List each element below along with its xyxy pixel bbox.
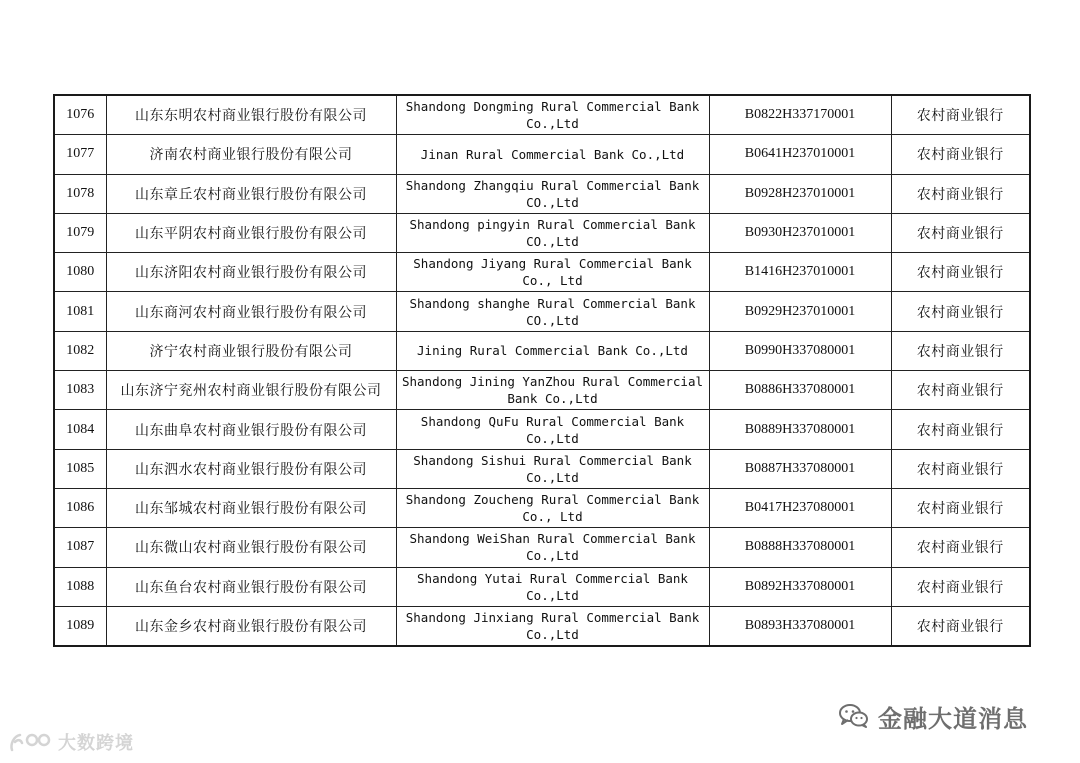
english-name-cell: Shandong Yutai Rural Commercial Bank Co.,Ltd: [396, 567, 709, 606]
institution-type-cell: 农村商业银行: [891, 449, 1030, 488]
row-number-cell: 1085: [54, 449, 106, 488]
row-number-cell: 1081: [54, 292, 106, 331]
institution-code-cell: B0641H237010001: [709, 135, 891, 174]
row-number-cell: 1080: [54, 253, 106, 292]
chinese-name-cell: 济南农村商业银行股份有限公司: [106, 135, 396, 174]
chinese-name-cell: 山东鱼台农村商业银行股份有限公司: [106, 567, 396, 606]
english-name-cell: Shandong Jining YanZhou Rural Commercial Bank Co.,Ltd: [396, 371, 709, 410]
institution-type-cell: 农村商业银行: [891, 488, 1030, 527]
row-number-cell: 1079: [54, 213, 106, 252]
row-number-cell: 1077: [54, 135, 106, 174]
institution-type-cell: 农村商业银行: [891, 253, 1030, 292]
chinese-name-cell: 济宁农村商业银行股份有限公司: [106, 331, 396, 370]
chinese-name-cell: 山东平阴农村商业银行股份有限公司: [106, 213, 396, 252]
table-row: [54, 135, 1030, 174]
english-name-cell: Shandong Sishui Rural Commercial Bank Co.,Ltd: [396, 449, 709, 488]
institution-code-cell: B0892H337080001: [709, 567, 891, 606]
institution-code-cell: B1416H237010001: [709, 253, 891, 292]
row-number-cell: 1086: [54, 488, 106, 527]
institution-type-cell: 农村商业银行: [891, 213, 1030, 252]
chinese-name-cell: 山东济阳农村商业银行股份有限公司: [106, 253, 396, 292]
wechat-icon: [838, 703, 870, 729]
english-name-cell: Shandong QuFu Rural Commercial Bank Co.,Ltd: [396, 410, 709, 449]
institution-type-cell: 农村商业银行: [891, 528, 1030, 567]
institution-type-cell: 农村商业银行: [891, 95, 1030, 135]
english-name-cell: Shandong Zoucheng Rural Commercial Bank Co., Ltd: [396, 488, 709, 527]
row-number-cell: 1089: [54, 606, 106, 646]
english-name-cell: Shandong Jinxiang Rural Commercial Bank Co.,Ltd: [396, 606, 709, 646]
institution-code-cell: B0417H237080001: [709, 488, 891, 527]
row-number-cell: 1087: [54, 528, 106, 567]
table-row: [54, 213, 1030, 252]
institution-code-cell: B0888H337080001: [709, 528, 891, 567]
institution-code-cell: B0886H337080001: [709, 371, 891, 410]
table-row: [54, 567, 1030, 606]
institution-type-cell: 农村商业银行: [891, 174, 1030, 213]
chinese-name-cell: 山东商河农村商业银行股份有限公司: [106, 292, 396, 331]
institution-code-cell: B0930H237010001: [709, 213, 891, 252]
institution-code-cell: B0928H237010001: [709, 174, 891, 213]
brand-watermark: [8, 727, 134, 757]
institution-code-cell: B0893H337080001: [709, 606, 891, 646]
english-name-cell: Shandong WeiShan Rural Commercial Bank Co.,Ltd: [396, 528, 709, 567]
table-row: [54, 331, 1030, 370]
chinese-name-cell: 山东微山农村商业银行股份有限公司: [106, 528, 396, 567]
brand-logo-icon: [8, 730, 52, 754]
institution-type-cell: 农村商业银行: [891, 606, 1030, 646]
table-row: [54, 488, 1030, 527]
source-watermark: [838, 698, 1028, 734]
english-name-cell: Shandong Jiyang Rural Commercial Bank Co., Ltd: [396, 253, 709, 292]
institution-code-cell: B0822H337170001: [709, 95, 891, 135]
institution-type-cell: 农村商业银行: [891, 135, 1030, 174]
table-row: [54, 606, 1030, 646]
english-name-cell: Shandong Zhangqiu Rural Commercial Bank CO.,Ltd: [396, 174, 709, 213]
institution-type-cell: 农村商业银行: [891, 292, 1030, 331]
english-name-cell: Jining Rural Commercial Bank Co.,Ltd: [396, 331, 709, 370]
table-row: [54, 95, 1030, 135]
row-number-cell: 1088: [54, 567, 106, 606]
chinese-name-cell: 山东东明农村商业银行股份有限公司: [106, 95, 396, 135]
institution-code-cell: B0889H337080001: [709, 410, 891, 449]
row-number-cell: 1084: [54, 410, 106, 449]
institution-type-cell: 农村商业银行: [891, 567, 1030, 606]
english-name-cell: Shandong shanghe Rural Commercial Bank CO.,Ltd: [396, 292, 709, 331]
row-number-cell: 1076: [54, 95, 106, 135]
institution-type-cell: 农村商业银行: [891, 331, 1030, 370]
chinese-name-cell: 山东章丘农村商业银行股份有限公司: [106, 174, 396, 213]
table-row: [54, 410, 1030, 449]
table-row: [54, 253, 1030, 292]
english-name-cell: Jinan Rural Commercial Bank Co.,Ltd: [396, 135, 709, 174]
chinese-name-cell: 山东曲阜农村商业银行股份有限公司: [106, 410, 396, 449]
table-row: [54, 292, 1030, 331]
chinese-name-cell: 山东济宁兖州农村商业银行股份有限公司: [106, 371, 396, 410]
institution-code-cell: B0990H337080001: [709, 331, 891, 370]
english-name-cell: Shandong pingyin Rural Commercial Bank CO.,Ltd: [396, 213, 709, 252]
institution-type-cell: 农村商业银行: [891, 371, 1030, 410]
brand-watermark-text: 大数跨境: [58, 733, 134, 754]
chinese-name-cell: 山东金乡农村商业银行股份有限公司: [106, 606, 396, 646]
institution-type-cell: 农村商业银行: [891, 410, 1030, 449]
row-number-cell: 1078: [54, 174, 106, 213]
row-number-cell: 1083: [54, 371, 106, 410]
chinese-name-cell: 山东邹城农村商业银行股份有限公司: [106, 488, 396, 527]
institution-code-cell: B0929H237010001: [709, 292, 891, 331]
source-watermark-text: 金融大道消息: [878, 704, 1028, 733]
english-name-cell: Shandong Dongming Rural Commercial Bank Co.,Ltd: [396, 95, 709, 135]
table-row: [54, 174, 1030, 213]
institution-code-cell: B0887H337080001: [709, 449, 891, 488]
chinese-name-cell: 山东泗水农村商业银行股份有限公司: [106, 449, 396, 488]
row-number-cell: 1082: [54, 331, 106, 370]
table-row: [54, 371, 1030, 410]
table-row: [54, 449, 1030, 488]
bank-list-table: [53, 94, 1031, 647]
table-row: [54, 528, 1030, 567]
